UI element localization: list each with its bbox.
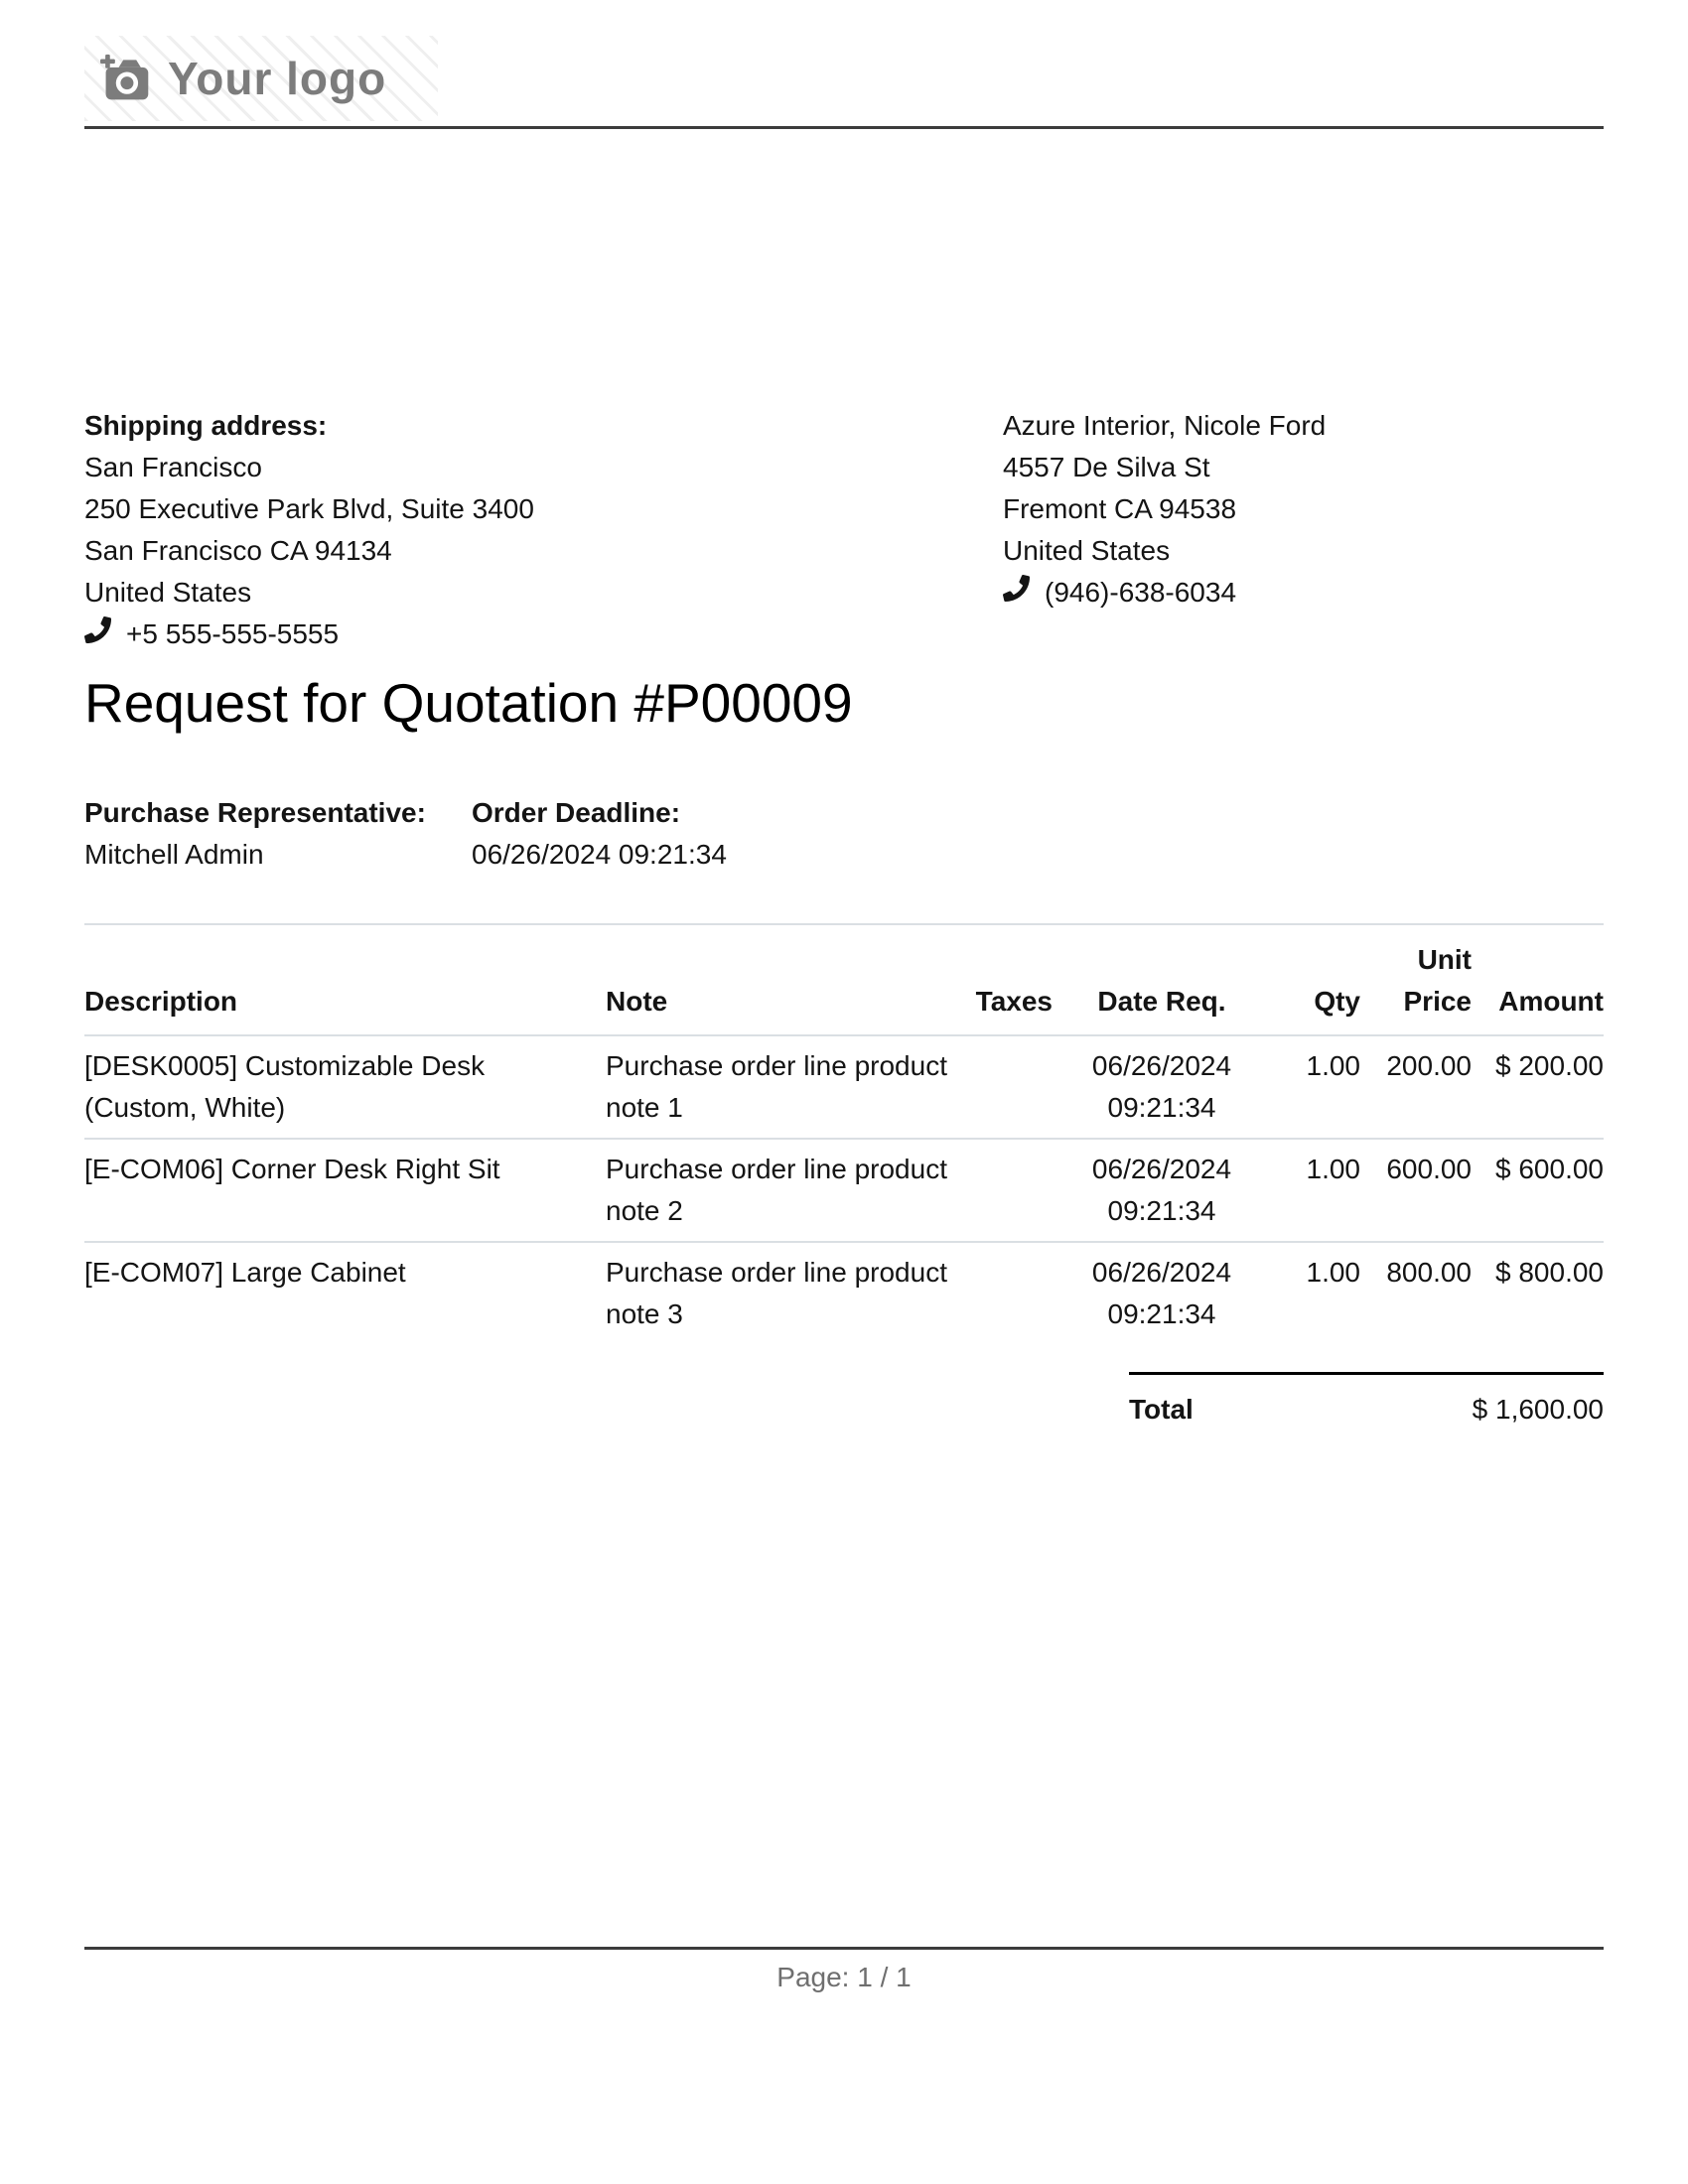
- vendor-address-block: [1003, 405, 1604, 655]
- phone-icon: [1003, 572, 1030, 614]
- shipping-address-line: San Francisco: [84, 452, 262, 482]
- cell-taxes: [953, 1139, 1053, 1242]
- cell-taxes: [953, 1035, 1053, 1139]
- page-number: Page: 1 / 1: [776, 1962, 912, 1992]
- cell-amount: $ 200.00: [1472, 1035, 1604, 1139]
- table-row: [84, 1242, 1604, 1344]
- shipping-address-label: Shipping address:: [84, 410, 328, 441]
- col-header-taxes: Taxes: [953, 924, 1053, 1035]
- cell-date-req: 06/26/2024 09:21:34: [1053, 1035, 1271, 1139]
- purchase-representative-value: Mitchell Admin: [84, 839, 264, 870]
- cell-taxes: [953, 1242, 1053, 1344]
- cell-qty: 1.00: [1271, 1035, 1360, 1139]
- shipping-phone-number: +5 555-555-5555: [126, 618, 340, 649]
- page-footer: [84, 1947, 1604, 1993]
- cell-qty: 1.00: [1306, 1257, 1360, 1288]
- shipping-address-block: [84, 405, 534, 655]
- col-header-description: Description: [84, 924, 606, 1035]
- address-section: [84, 405, 1604, 655]
- table-row: [84, 1139, 1604, 1242]
- col-header-amount: Amount: [1472, 924, 1604, 1035]
- cell-amount: $ 800.00: [1495, 1257, 1604, 1288]
- cell-unit-price: 200.00: [1360, 1035, 1472, 1139]
- vendor-address-line: Azure Interior, Nicole Ford: [1003, 410, 1327, 441]
- shipping-address-line: 250 Executive Park Blvd, Suite 3400: [84, 493, 534, 524]
- phone-icon: [84, 614, 111, 655]
- logo-text: Your logo: [168, 53, 387, 104]
- cell-unit-price: 600.00: [1360, 1139, 1472, 1242]
- order-deadline-block: [472, 792, 727, 876]
- purchase-representative-block: [84, 792, 472, 876]
- total-row: [1129, 1372, 1604, 1431]
- total-value: $ 1,600.00: [1472, 1394, 1604, 1425]
- cell-amount: $ 600.00: [1472, 1139, 1604, 1242]
- company-logo-placeholder: [84, 36, 438, 121]
- vendor-phone-number: (946)-638-6034: [1045, 577, 1237, 608]
- col-header-note: Note: [606, 924, 953, 1035]
- header: [84, 36, 1604, 129]
- shipping-phone-row: [84, 614, 534, 655]
- vendor-phone-row: [1003, 572, 1604, 614]
- camera-plus-icon: [100, 54, 152, 103]
- document-title: Request for Quotation #P00009: [84, 672, 853, 734]
- order-info-section: [84, 792, 1604, 876]
- header-divider: [84, 126, 1604, 129]
- total-label: Total: [1129, 1394, 1194, 1425]
- cell-description: [E-COM07] Large Cabinet: [84, 1257, 406, 1288]
- vendor-address-line: 4557 De Silva St: [1003, 452, 1210, 482]
- cell-date-req: 06/26/2024 09:21:34: [1091, 1257, 1232, 1329]
- shipping-address-line: San Francisco CA 94134: [84, 535, 392, 566]
- cell-note: Purchase order line product note 2: [606, 1139, 953, 1242]
- col-header-qty: Qty: [1271, 924, 1360, 1035]
- vendor-address-line: Fremont CA 94538: [1003, 493, 1237, 524]
- purchase-representative-label: Purchase Representative:: [84, 797, 426, 828]
- cell-unit-price: 800.00: [1386, 1257, 1472, 1288]
- order-deadline-label: Order Deadline:: [472, 797, 681, 828]
- cell-description: [DESK0005] Customizable Desk (Custom, White): [84, 1035, 606, 1139]
- cell-date-req: 06/26/2024 09:21:34: [1053, 1139, 1271, 1242]
- line-items-table: [84, 923, 1604, 1344]
- order-deadline-value: 06/26/2024 09:21:34: [472, 839, 727, 870]
- col-header-date-req: Date Req.: [1053, 924, 1271, 1035]
- table-row: [84, 1035, 1604, 1139]
- cell-qty: 1.00: [1271, 1139, 1360, 1242]
- line-items-body: [84, 1035, 1604, 1344]
- cell-note: Purchase order line product note 3: [606, 1257, 947, 1329]
- cell-note: Purchase order line product note 1: [606, 1035, 953, 1139]
- col-header-unit-price: Unit Price: [1360, 924, 1472, 1035]
- cell-description: [E-COM06] Corner Desk Right Sit: [84, 1139, 606, 1242]
- shipping-address-line: United States: [84, 577, 252, 608]
- line-items-header: [84, 924, 1604, 1035]
- vendor-address-line: United States: [1003, 535, 1171, 566]
